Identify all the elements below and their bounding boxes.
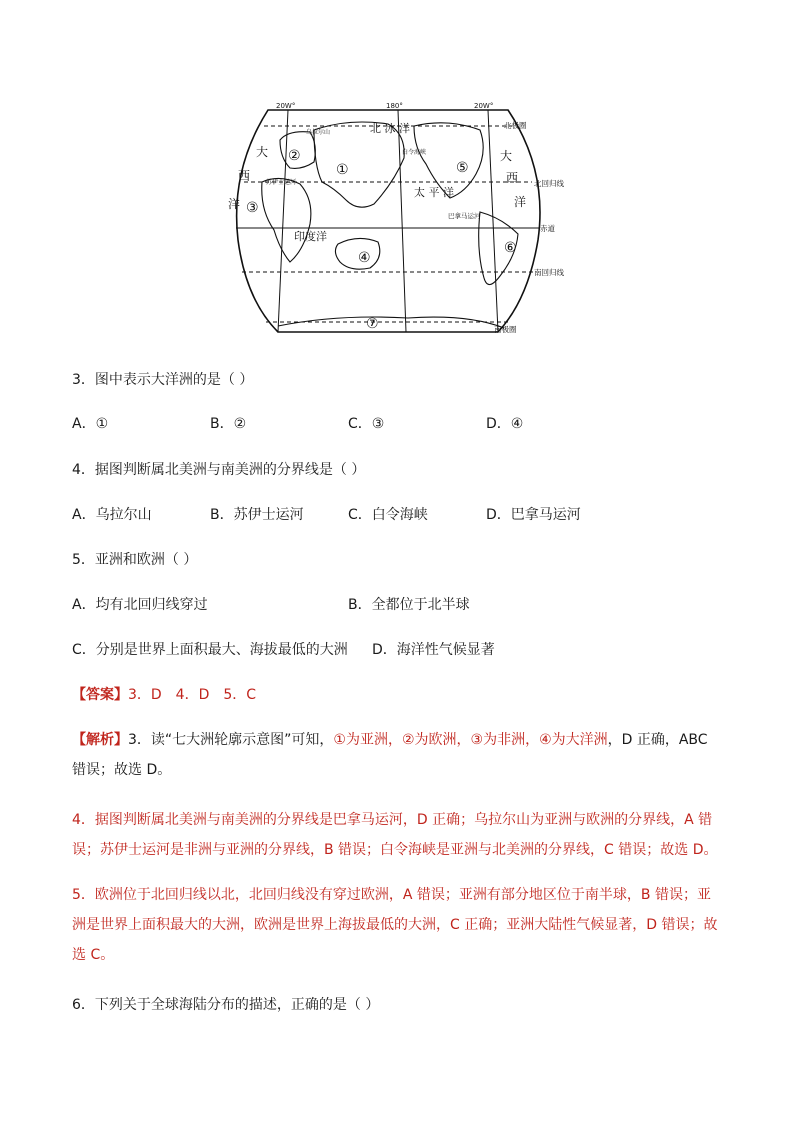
lon-20w-right-line [488,110,498,332]
lon-label-180: 180° [386,102,403,110]
answer-text: 3．D 4．D 5．C [128,687,257,703]
label-atlantic-left-2: 西 [238,169,251,183]
continent-number-6: ⑥ [504,240,517,256]
map-svg [218,100,564,340]
analysis-paragraph-2: 4．据图判断属北美洲与南美洲的分界线是巴拿马运河，D 正确；乌拉尔山为亚洲与欧洲的分界线，A 错误；苏伊士运河是非洲与亚洲的分界线，B 错误；白令海峡是亚洲与北美洲的分界线，C 错误；故选 D。 [72,812,718,858]
label-pacific-ocean: 太 平 洋 [414,186,454,199]
analysis-p1-intro: 3．读“七大洲轮廓示意图”可知， [128,732,334,748]
label-bering-strait: 白令海峡 [402,149,427,156]
lon-20w-left-line [278,110,288,332]
label-arctic-circle: 北极圈 [504,121,527,130]
map-outline [237,110,540,332]
q4-option-b: B．苏伊士运河 [210,507,304,523]
answer-line [72,685,256,705]
analysis-p1-highlight: ①为亚洲，②为欧洲，③为非洲，④为大洋洲 [333,732,608,748]
continent-number-3: ③ [246,200,259,216]
q3-option-b: B．② [210,416,247,432]
continent-number-7: ⑦ [366,316,379,332]
label-arctic-ocean: 北 冰 洋 [370,122,410,135]
continent-number-2: ② [288,148,301,164]
africa-shape [262,178,311,262]
label-atlantic-right-2: 西 [506,171,519,185]
label-tropic-cancer: 北回归线 [534,179,564,188]
lon-label-20w-left: 20W° [276,102,296,110]
q3-option-a: A．① [72,416,109,432]
continent-number-1: ① [336,162,349,178]
q3-option-c: C．③ [348,416,385,432]
world-continents-map [218,100,564,340]
label-equator: 赤道 [540,224,555,233]
q3-option-d: D．④ [486,416,524,432]
q5-option-b: B．全都位于北半球 [348,597,470,613]
q3-stem: 3．图中表示大洋洲的是（ ） [72,372,254,388]
label-atlantic-right-1: 大 [500,149,513,163]
q4-stem: 4．据图判断属北美洲与南美洲的分界线是（ ） [72,462,366,478]
analysis-p1-tail: ，D 正确，ABC 错误；故选 D。 [72,732,708,778]
q4-option-c: C．白令海峡 [348,507,428,523]
label-suez-canal: 苏伊士运河 [266,179,297,186]
answer-tag: 【答案】 [72,687,128,703]
q6-stem: 6．下列关于全球海陆分布的描述，正确的是（ ） [72,997,380,1013]
q5-option-a: A．均有北回归线穿过 [72,597,208,613]
analysis-tag: 【解析】 [72,732,128,748]
label-antarctic-circle: 南极圈 [494,325,517,334]
analysis-paragraph-3: 5．欧洲位于北回归线以北，北回归线没有穿过欧洲，A 错误；亚洲有部分地区位于南半球，B 错误；亚洲是世界上面积最大的大洲，欧洲是世界上海拔最低的大洲，C 正确；亚洲大陆性气候显著，D 错误；故选 C。 [72,887,718,963]
label-atlantic-right-3: 洋 [514,195,527,209]
label-indian-ocean: 印度洋 [294,230,327,243]
q5-stem: 5．亚洲和欧洲（ ） [72,552,198,568]
label-panama-canal: 巴拿马运河 [448,212,481,220]
label-ural-mts: 乌拉尔山 [306,129,331,136]
lon-180-line [398,110,406,332]
q5-option-c: C．分别是世界上面积最大、海拔最低的大洲 [72,642,348,658]
analysis-paragraph-1 [72,725,724,785]
label-atlantic-left-3: 洋 [228,197,241,211]
label-atlantic-left-1: 大 [256,145,269,159]
label-tropic-capricorn: 南回归线 [534,268,564,277]
q4-option-a: A．乌拉尔山 [72,507,152,523]
lon-label-20w-right: 20W° [474,102,494,110]
continent-number-5: ⑤ [456,160,469,176]
q5-option-d: D．海洋性气候显著 [372,642,495,658]
continent-number-4: ④ [358,250,371,266]
q4-option-d: D．巴拿马运河 [486,507,581,523]
